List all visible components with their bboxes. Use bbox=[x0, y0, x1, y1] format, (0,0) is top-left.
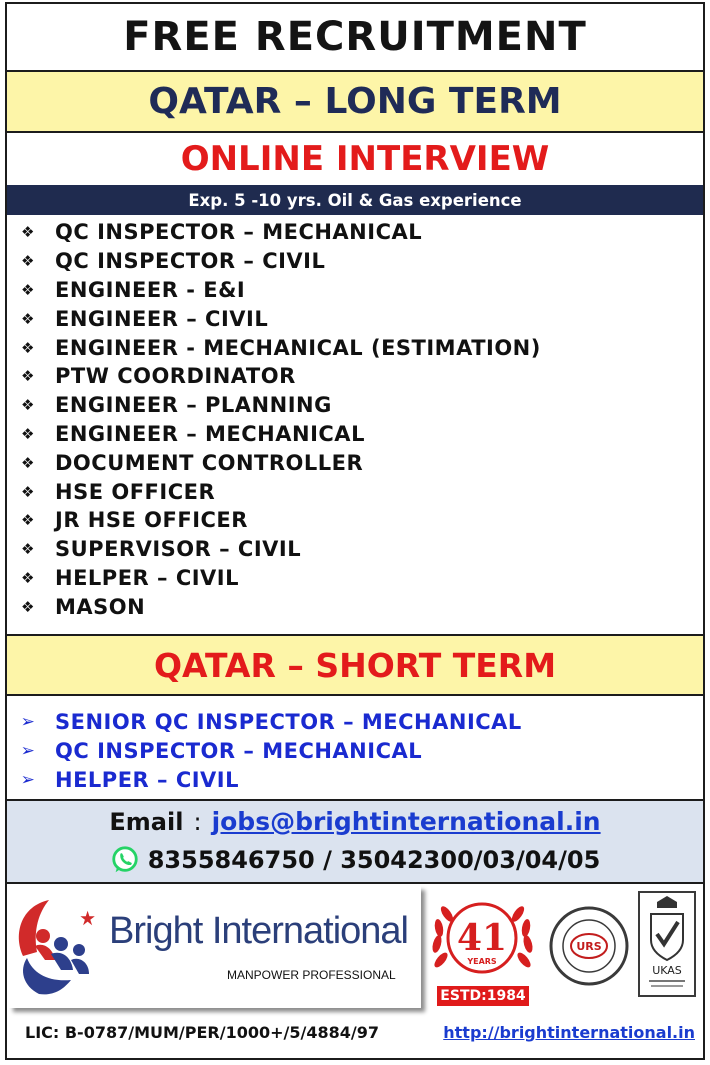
people-emblem-icon bbox=[9, 886, 109, 1008]
diamond-bullet-icon: ❖ bbox=[21, 367, 35, 386]
long-term-heading: QATAR – LONG TERM bbox=[7, 70, 703, 133]
list-item: ❖ QC INSPECTOR – MECHANICAL bbox=[19, 218, 541, 247]
list-item: ❖ SUPERVISOR – CIVIL bbox=[19, 535, 541, 564]
list-item: ➢ HELPER – CIVIL bbox=[20, 767, 240, 792]
anniversary-badge bbox=[425, 890, 540, 1008]
list-item: ➢ SENIOR QC INSPECTOR – MECHANICAL bbox=[20, 709, 522, 734]
diamond-bullet-icon: ❖ bbox=[21, 280, 35, 299]
short-term-job-list bbox=[19, 707, 522, 794]
urs-certification-logo bbox=[547, 892, 631, 1000]
bright-international-logo bbox=[9, 886, 421, 1008]
license-number: LIC: B-0787/MUM/PER/1000+/5/4884/97 bbox=[25, 1023, 379, 1042]
list-item: ❖ QC INSPECTOR – CIVIL bbox=[19, 247, 541, 276]
website-link[interactable]: http://brightinternational.in bbox=[443, 1023, 695, 1042]
list-item: ➢ QC INSPECTOR – MECHANICAL bbox=[20, 738, 423, 763]
list-item: ❖ ENGINEER - E&I bbox=[19, 276, 541, 305]
logo-strip bbox=[7, 884, 703, 1014]
list-item: ❖ DOCUMENT CONTROLLER bbox=[19, 448, 541, 477]
urs-logo-text: URS bbox=[576, 940, 602, 953]
diamond-bullet-icon: ❖ bbox=[21, 511, 35, 530]
diamond-bullet-icon: ❖ bbox=[21, 482, 35, 501]
list-item: ❖ ENGINEER – MECHANICAL bbox=[19, 420, 541, 449]
footer bbox=[7, 1014, 703, 1058]
company-name: Bright International bbox=[109, 910, 408, 952]
email-link[interactable]: jobs@brightinternational.in bbox=[211, 807, 601, 836]
list-item: ❖ ENGINEER – CIVIL bbox=[19, 304, 541, 333]
ukas-logo-text: UKAS bbox=[652, 964, 682, 977]
list-item: ❖ ENGINEER – PLANNING bbox=[19, 391, 541, 420]
list-item: ❖ ENGINEER - MECHANICAL (ESTIMATION) bbox=[19, 333, 541, 362]
email-label: Email bbox=[109, 808, 184, 836]
anniversary-number: 41 bbox=[456, 917, 508, 959]
short-term-heading: QATAR – SHORT TERM bbox=[7, 634, 703, 696]
anniversary-label: YEARS bbox=[467, 957, 497, 966]
poster-title: FREE RECRUITMENT bbox=[123, 14, 587, 60]
contact-band bbox=[7, 799, 703, 884]
list-item: ❖ HSE OFFICER bbox=[19, 477, 541, 506]
diamond-bullet-icon: ❖ bbox=[21, 252, 35, 271]
arrow-bullet-icon: ➢ bbox=[20, 711, 36, 732]
company-tagline: MANPOWER PROFESSIONAL bbox=[227, 968, 396, 982]
recruitment-poster bbox=[5, 2, 705, 1060]
phone-numbers: 8355846750 / 35042300/03/04/05 bbox=[147, 846, 601, 874]
diamond-bullet-icon: ❖ bbox=[21, 424, 35, 443]
experience-note: Exp. 5 -10 yrs. Oil & Gas experience bbox=[7, 185, 703, 215]
email-line bbox=[7, 807, 703, 836]
arrow-bullet-icon: ➢ bbox=[20, 769, 36, 790]
established-badge: ESTD:1984 bbox=[437, 986, 529, 1006]
phone-line bbox=[7, 845, 703, 875]
email-colon: : bbox=[193, 808, 202, 836]
diamond-bullet-icon: ❖ bbox=[21, 223, 35, 242]
laurel-icon bbox=[425, 890, 540, 986]
arrow-bullet-icon: ➢ bbox=[20, 740, 36, 761]
diamond-bullet-icon: ❖ bbox=[21, 453, 35, 472]
diamond-bullet-icon: ❖ bbox=[21, 568, 35, 587]
online-interview-banner: ONLINE INTERVIEW bbox=[180, 139, 550, 179]
diamond-bullet-icon: ❖ bbox=[21, 540, 35, 559]
ukas-certification-logo bbox=[635, 888, 699, 1000]
whatsapp-icon bbox=[110, 845, 140, 875]
diamond-bullet-icon: ❖ bbox=[21, 309, 35, 328]
diamond-bullet-icon: ❖ bbox=[21, 338, 35, 357]
diamond-bullet-icon: ❖ bbox=[21, 597, 35, 616]
diamond-bullet-icon: ❖ bbox=[21, 396, 35, 415]
list-item: ❖ MASON bbox=[19, 592, 541, 621]
list-item: ❖ JR HSE OFFICER bbox=[19, 506, 541, 535]
list-item: ❖ HELPER – CIVIL bbox=[19, 564, 541, 593]
list-item: ❖ PTW COORDINATOR bbox=[19, 362, 541, 391]
long-term-job-list bbox=[19, 218, 541, 621]
